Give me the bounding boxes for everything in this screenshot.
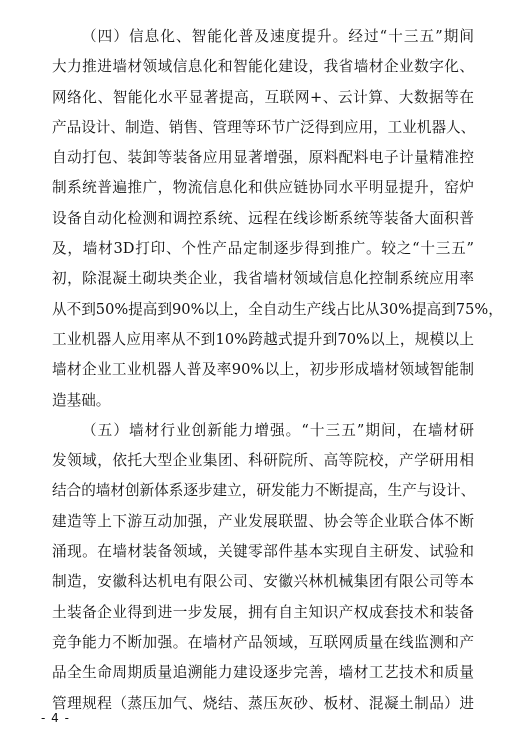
paragraph-line: 设备自动化检测和调控系统、远程在线诊断系统等装备大面积普 — [52, 209, 474, 227]
paragraph-line: 网络化、智能化水平显著提高，互联网+、云计算、大数据等在 — [52, 88, 474, 106]
paragraph-line: 造基础。 — [52, 391, 111, 409]
paragraph-line: 初，除混凝土砌块类企业，我省墙材领域信息化控制系统应用率 — [52, 270, 474, 288]
paragraph-innovation — [52, 416, 474, 719]
page-number: - 4 - — [41, 711, 70, 725]
paragraph-line: 发领域，依托大型企业集团、科研院所、高等院校，产学研用相 — [52, 452, 474, 470]
paragraph-informatization — [52, 22, 503, 416]
paragraph-line: 制系统普遍推广，物流信息化和供应链协同水平明显提升，窑炉 — [52, 179, 474, 197]
paragraph-line: 及，墙材3D打印、个性产品定制逐步得到推广。较之“十三五” — [52, 240, 474, 258]
paragraph-line: 墙材企业工业机器人普及率90%以上，初步形成墙材领域智能制 — [52, 361, 474, 379]
paragraph-line: （五）墙材行业创新能力增强。“十三五”期间，在墙材研 — [82, 421, 474, 439]
paragraph-line: 结合的墙材创新体系逐步建立，研发能力不断提高，生产与设计、 — [52, 482, 476, 500]
paragraph-line: 制造，安徽科达机电有限公司、安徽兴林机械集团有限公司等本 — [52, 573, 474, 591]
paragraph-line: 从不到50%提高到90%以上，全自动生产线占比从30%提高到75%， — [52, 300, 503, 318]
paragraph-line: 自动打包、装卸等装备应用显著增强，原料配料电子计量精准控 — [52, 149, 474, 167]
paragraph-line: 竞争能力不断加强。在墙材产品领域，互联网质量在线监测和产 — [52, 633, 474, 651]
paragraph-line: 管理规程（蒸压加气、烧结、蒸压灰砂、板材、混凝土制品）进 — [52, 694, 474, 712]
paragraph-line: 土装备企业得到进一步发展，拥有自主知识产权成套技术和装备 — [52, 603, 474, 621]
paragraph-line: 产品设计、制造、销售、管理等环节广泛得到应用，工业机器人、 — [52, 118, 476, 136]
paragraph-line: 涌现。在墙材装备领域，关键零部件基本实现自主研发、试验和 — [52, 543, 474, 561]
document-page — [52, 22, 503, 719]
paragraph-line: 工业机器人应用率从不到10%跨越式提升到70%以上，规模以上 — [52, 330, 474, 348]
paragraph-line: 大力推进墙材领域信息化和智能化建设，我省墙材企业数字化、 — [52, 58, 474, 76]
paragraph-line: 建造等上下游互动加强，产业发展联盟、协会等企业联合体不断 — [52, 512, 474, 530]
paragraph-line: （四）信息化、智能化普及速度提升。经过“十三五”期间 — [82, 28, 474, 45]
paragraph-line: 品全生命周期质量追溯能力建设逐步完善，墙材工艺技术和质量 — [52, 664, 474, 682]
